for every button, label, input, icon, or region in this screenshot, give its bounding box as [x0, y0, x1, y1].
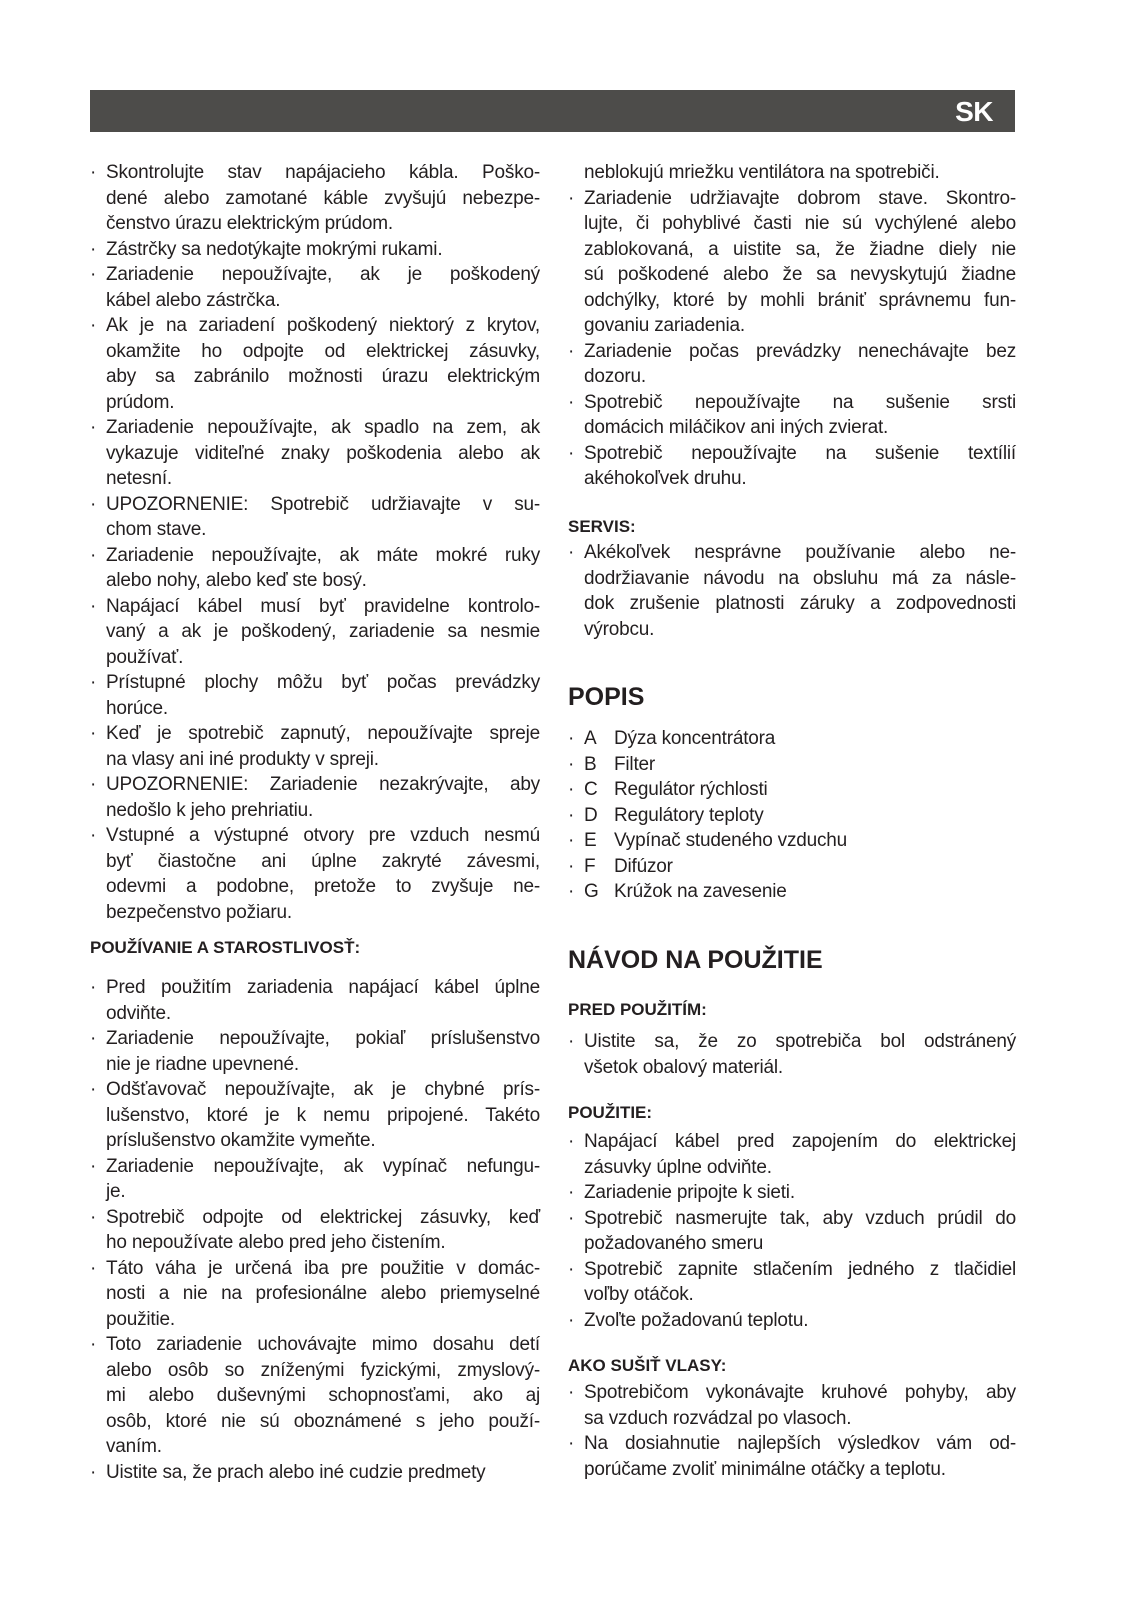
text-line: Uistite sa, že prach alebo iné cudzie predmety [106, 1461, 486, 1483]
text-line: je. [106, 1181, 126, 1202]
text-line: Ak je na zariadení poškodený niektorý z krytov, [106, 315, 540, 336]
text-line: alebo osôb so zníženými fyzickými, zmyslový- [106, 1359, 540, 1381]
list-item [568, 186, 1016, 339]
text-line: UPOZORNENIE: Spotrebič udržiavajte v su- [106, 493, 540, 515]
bullet-icon: · [90, 1028, 97, 1049]
bullet-icon: · [568, 1031, 575, 1052]
part-item [568, 726, 1016, 752]
part-item [568, 777, 1016, 803]
text-line: osôb, ktoré nie sú oboznámené s jeho použí- [106, 1410, 540, 1432]
text-line: Prístupné plochy môžu byť počas prevádzky [106, 672, 540, 693]
text-line: prúdom. [106, 391, 175, 413]
text-line: lušenstvo, ktoré je k nemu pripojené. Takéto [106, 1104, 540, 1126]
text-line: Zariadenie nepoužívajte, ak vypínač nefungu- [106, 1155, 540, 1177]
bullet-icon: · [90, 264, 97, 285]
bullet-icon: · [90, 1079, 97, 1100]
text-line: Zariadenie počas prevádzky nenechávajte bez [584, 340, 1016, 362]
text-line: požadovaného smeru [584, 1233, 764, 1254]
text-line: mi alebo duševnými schopnosťami, ako aj [106, 1385, 540, 1406]
text-line: UPOZORNENIE: Zariadenie nezakrývajte, aby [106, 774, 540, 795]
list-item [568, 1257, 1016, 1308]
list-item [90, 1205, 540, 1256]
list-item [568, 540, 1016, 642]
text-line: ho nepoužívate alebo pred jeho čistením. [106, 1232, 446, 1253]
text-line: odviňte. [106, 1002, 171, 1024]
bullet-icon: · [568, 1182, 575, 1203]
text-line: domácich miláčikov ani iných zvierat. [584, 417, 889, 438]
list-item [568, 1431, 1016, 1482]
bullet-icon: · [90, 1461, 97, 1483]
list-item [568, 1308, 1016, 1334]
text-line: Spotrebič zapnite stlačením jedného z tlačidiel [584, 1258, 1016, 1280]
list-item [90, 823, 540, 925]
part-line [584, 752, 1016, 778]
list-item [90, 1332, 540, 1460]
part-item [568, 854, 1016, 880]
text-line: Zariadenie nepoužívajte, pokiaľ príslušenstvo [106, 1028, 540, 1049]
text-line: používať. [106, 646, 184, 668]
language-code: SK [955, 96, 993, 127]
part-letter: G [584, 881, 599, 902]
bullet-list [568, 540, 1016, 642]
bullet-icon: · [90, 238, 97, 260]
list-item [90, 415, 540, 492]
text-line: nie je riadne upevnené. [106, 1053, 299, 1075]
list-item [90, 975, 540, 1026]
text-line: Na dosiahnutie najlepších výsledkov vám od- [584, 1433, 1016, 1454]
list-item [90, 262, 540, 313]
text-line: Zariadenie nepoužívajte, ak je poškodený [106, 264, 540, 285]
text-line: Pred použitím zariadenia napájací kábel úplne [106, 977, 540, 998]
bullet-icon: · [90, 774, 97, 795]
list-item [568, 390, 1016, 441]
list-item [90, 1077, 540, 1154]
bullet-icon: · [568, 881, 575, 902]
part-line [584, 777, 1016, 803]
part-letter: D [584, 804, 598, 826]
text-line: byť čiastočne ani úplne zakryté závesmi, [106, 850, 540, 872]
text-line: zásuvky úplne odviňte. [584, 1156, 772, 1178]
list-item [568, 160, 1016, 186]
bullet-icon: · [90, 595, 97, 617]
bullet-icon: · [90, 977, 97, 998]
text-line: Zariadenie nepoužívajte, ak spadlo na zem, ak [106, 417, 540, 438]
bullet-icon: · [568, 728, 575, 749]
section-heading: POPIS [568, 683, 645, 711]
text-line: govaniu zariadenia. [584, 315, 745, 336]
list-item [90, 543, 540, 594]
text-line: Akékoľvek nesprávne používanie alebo ne- [584, 542, 1016, 563]
text-line: Zástrčky sa nedotýkajte mokrými rukami. [106, 238, 443, 260]
part-label: Dýza koncentrátora [614, 728, 776, 749]
bullet-icon: · [568, 542, 575, 563]
text-line: Spotrebič nasmerujte tak, aby vzduch prúdil do [584, 1207, 1016, 1229]
list-item [568, 441, 1016, 492]
text-line: odevmi a podobne, pretože to zvyšuje ne- [106, 876, 540, 897]
text-line: Zvoľte požadovanú teplotu. [584, 1309, 809, 1331]
bullet-icon: · [568, 1309, 575, 1331]
text-line: sa vzduch rozvádzal po vlasoch. [584, 1407, 852, 1429]
text-line: Spotrebič nepoužívajte na sušenie srsti [584, 391, 1016, 413]
text-line: nedošlo k jeho prehriatiu. [106, 799, 314, 821]
bullet-icon: · [90, 417, 97, 438]
text-line: Táto váha je určená iba pre použitie v domác- [106, 1257, 540, 1279]
bullet-icon: · [90, 1334, 97, 1355]
text-line: Keď je spotrebič zapnutý, nepoužívajte spreje [106, 723, 540, 744]
text-line: Spotrebič odpojte od elektrickej zásuvky, keď [106, 1206, 540, 1228]
bullet-list [90, 160, 540, 925]
bullet-icon: · [90, 1155, 97, 1177]
list-item [90, 492, 540, 543]
text-line: Skontrolujte stav napájacieho kábla. Poško- [106, 162, 540, 183]
text-line: aby sa zabránilo možnosti úrazu elektrickým [106, 366, 540, 387]
text-line: sú poškodené alebo že sa nevyskytujú žiadne [584, 264, 1016, 285]
text-line: Napájací kábel pred zapojením do elektrickej [584, 1131, 1016, 1152]
part-item [568, 879, 1016, 905]
text-line: Vstupné a výstupné otvory pre vzduch nesmú [106, 825, 540, 846]
bullet-icon: · [568, 1433, 575, 1454]
text-line: nosti a nie na profesionálne alebo priemyselné [106, 1283, 540, 1304]
bullet-list [568, 1129, 1016, 1333]
text-line: voľby otáčok. [584, 1284, 694, 1305]
list-item [90, 160, 540, 237]
bullet-icon: · [568, 187, 575, 209]
list-item [90, 313, 540, 415]
bullet-icon: · [568, 753, 575, 775]
bullet-icon: · [568, 442, 575, 464]
text-line: na vlasy ani iné produkty v spreji. [106, 748, 379, 770]
text-line: Spotrebič nepoužívajte na sušenie textílií [584, 442, 1016, 464]
text-line: Odšťavovač nepoužívajte, ak je chybné prís- [106, 1079, 540, 1100]
text-line: dodržiavanie návodu na obsluhu má za násle- [584, 567, 1016, 589]
bullet-icon: · [90, 1257, 97, 1279]
text-line: dené alebo zamotané káble zvyšujú nebezpe- [106, 187, 540, 209]
text-line: netesní. [106, 468, 173, 489]
text-line: vaný a ak je poškodený, zariadenie sa nesmie [106, 621, 540, 642]
part-label: Vypínač studeného vzduchu [614, 830, 848, 851]
part-line [584, 726, 1016, 752]
bullet-icon: · [568, 391, 575, 413]
bullet-icon: · [568, 779, 575, 800]
part-label: Regulátory teploty [614, 804, 764, 826]
text-line: Zariadenie pripojte k sieti. [584, 1182, 795, 1203]
list-item [568, 1029, 1016, 1080]
section-heading: POUŽITIE: [568, 1103, 653, 1122]
list-item [90, 721, 540, 772]
text-line: Zariadenie nepoužívajte, ak máte mokré ruky [106, 544, 540, 566]
section-heading: NÁVOD NA POUŽITIE [568, 946, 823, 974]
text-line: príslušenstvo okamžite vymeňte. [106, 1130, 376, 1151]
bullet-icon: · [90, 493, 97, 515]
text-line: vaním. [106, 1436, 162, 1457]
bullet-list [568, 1380, 1016, 1482]
part-letter: A [584, 728, 597, 749]
section-heading: AKO SUŠIŤ VLASY: [568, 1356, 727, 1375]
list-item [90, 237, 540, 263]
bullet-icon: · [568, 855, 575, 877]
bullet-icon: · [90, 1206, 97, 1228]
bullet-icon: · [90, 723, 97, 744]
part-item [568, 803, 1016, 829]
text-line: Napájací kábel musí byť pravidelne kontrolo- [106, 595, 540, 617]
bullet-icon: · [568, 1382, 575, 1403]
list-item [568, 339, 1016, 390]
text-line: horúce. [106, 697, 168, 719]
text-line: chom stave. [106, 519, 207, 540]
bullet-icon: · [568, 1207, 575, 1229]
text-line: dok zrušenie platnosti záruky a zodpovednosti [584, 593, 1016, 614]
text-line: zablokovaná, a uistite sa, že žiadne diely nie [584, 238, 1016, 260]
section-heading: SERVIS: [568, 517, 636, 536]
list-item [90, 1154, 540, 1205]
text-line: Zariadenie udržiavajte dobrom stave. Skontro- [584, 187, 1016, 209]
text-line: Toto zariadenie uchovávajte mimo dosahu detí [106, 1334, 540, 1355]
text-line: Spotrebičom vykonávajte kruhové pohyby, aby [584, 1382, 1016, 1403]
part-item [568, 828, 1016, 854]
text-line: porúčame zvoliť minimálne otáčky a teplotu. [584, 1458, 946, 1480]
part-item [568, 752, 1016, 778]
part-letter: E [584, 830, 597, 851]
bullet-icon: · [568, 1131, 575, 1152]
part-letter: F [584, 855, 596, 877]
list-item [568, 1206, 1016, 1257]
text-line: Uistite sa, že zo spotrebiča bol odstránený [584, 1031, 1016, 1052]
part-label: Regulátor rýchlosti [614, 779, 768, 800]
text-line: bezpečenstvo požiaru. [106, 901, 292, 923]
list-item [90, 670, 540, 721]
part-letter: C [584, 779, 598, 800]
bullet-icon: · [90, 825, 97, 846]
bullet-list [568, 1029, 1016, 1080]
part-label: Filter [614, 753, 656, 775]
bullet-icon: · [568, 804, 575, 826]
bullet-list [568, 160, 1016, 492]
text-line: vykazuje viditeľné znaky poškodenia alebo ak [106, 442, 540, 464]
bullet-icon: · [568, 340, 575, 362]
section-heading: POUŽÍVANIE A STAROSTLIVOSŤ: [90, 938, 361, 957]
list-item [90, 1256, 540, 1333]
bullet-icon: · [90, 315, 97, 336]
text-line: neblokujú mriežku ventilátora na spotrebiči. [584, 162, 940, 183]
parts-list [568, 726, 1016, 905]
bullet-icon: · [568, 830, 575, 851]
text-line: lujte, či pohyblivé časti nie sú vychýlené alebo [584, 213, 1016, 234]
list-item [90, 1460, 540, 1486]
bullet-icon: · [90, 162, 97, 183]
text-line: odchýlky, ktoré by mohli brániť správnemu fun- [584, 289, 1016, 311]
section-heading: PRED POUŽITÍM: [568, 1000, 707, 1019]
part-line [584, 879, 1016, 905]
bullet-list [90, 975, 540, 1485]
part-label: Difúzor [614, 855, 673, 877]
part-line [584, 803, 1016, 829]
list-item [90, 594, 540, 671]
list-item [568, 1380, 1016, 1431]
text-line: výrobcu. [584, 618, 655, 640]
part-line [584, 854, 1016, 880]
bullet-icon: · [568, 1258, 575, 1280]
text-line: kábel alebo zástrčka. [106, 289, 281, 311]
text-line: čenstvo úrazu elektrickým prúdom. [106, 213, 393, 234]
part-line [584, 828, 1016, 854]
text-line: okamžite ho odpojte od elektrickej zásuvky, [106, 340, 540, 362]
text-line: akéhokoľvek druhu. [584, 468, 747, 489]
list-item [90, 1026, 540, 1077]
bullet-icon: · [90, 672, 97, 693]
list-item [90, 772, 540, 823]
text-line: dozoru. [584, 366, 646, 387]
list-item [568, 1129, 1016, 1180]
text-line: všetok obalový materiál. [584, 1056, 784, 1078]
text-line: použitie. [106, 1308, 175, 1330]
part-letter: B [584, 753, 597, 775]
language-header-bar [90, 90, 1015, 132]
list-item [568, 1180, 1016, 1206]
bullet-icon: · [90, 544, 97, 566]
text-line: alebo nohy, alebo keď ste bosý. [106, 570, 367, 591]
part-label: Krúžok na zavesenie [614, 881, 787, 902]
